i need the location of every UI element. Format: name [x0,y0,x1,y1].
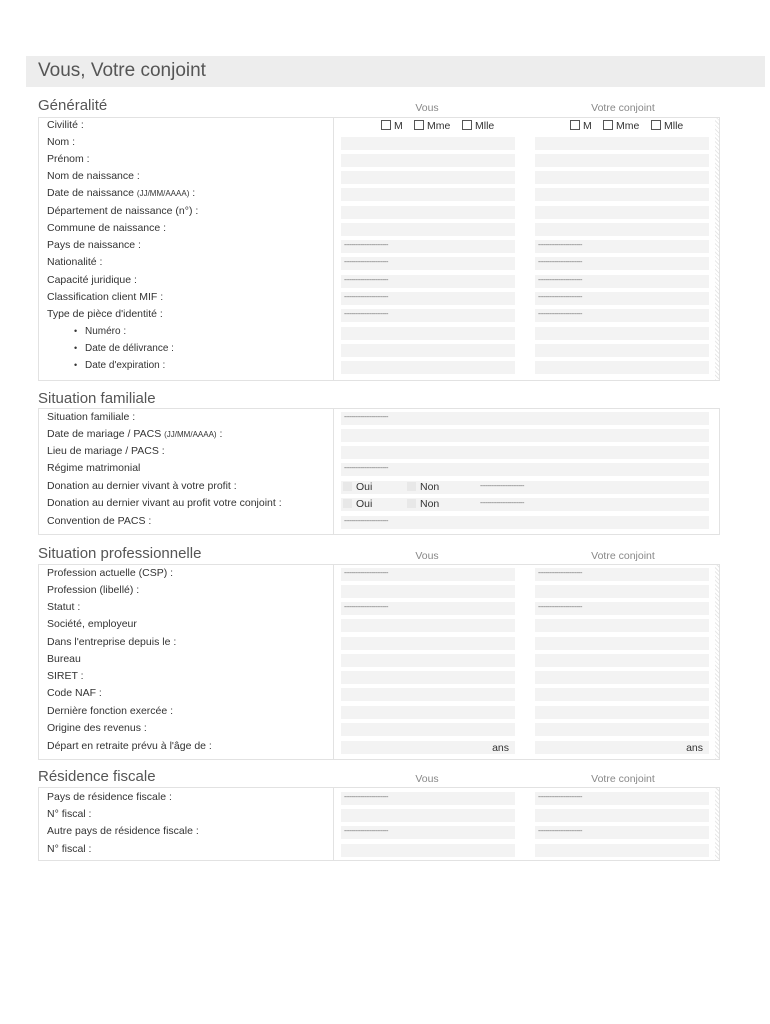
row-nfiscal2 [39,842,719,859]
row-derniere-fonction [39,704,719,721]
row-origine [39,721,719,738]
row-situation [39,410,719,427]
bureau-vous-field[interactable] [341,654,515,667]
date-naissance-vous-field[interactable] [341,188,515,201]
civilite-conjoint-mlle-checkbox[interactable] [651,120,683,132]
row-profession-csp [39,566,719,583]
civilite-conjoint-mme-checkbox[interactable] [603,120,639,132]
row-dept-naissance [39,204,719,221]
row-lieu [39,444,719,461]
civilite-conjoint-m-checkbox[interactable] [570,120,592,132]
expiration-label: • Date d'expiration : [85,360,165,371]
donation-vous-non-checkbox[interactable] [407,481,439,493]
row-naf [39,686,719,703]
row-societe [39,617,719,634]
checkbox-label: M [583,120,592,132]
select-placeholder: ------------------------ [344,294,388,301]
checkbox-label: Mlle [664,120,684,132]
autre-pays-label: Autre pays de résidence fiscale : [47,825,199,837]
autre-pays-conjoint-select[interactable] [535,826,709,839]
nom-label: Nom : [47,136,76,148]
row-autre-pays [39,824,719,841]
retraite-conjoint-field[interactable] [535,741,709,754]
row-nfiscal [39,807,719,824]
ans-suffix: ans [686,742,703,754]
capacite-conjoint-select[interactable] [535,275,709,288]
nationalite-conjoint-select[interactable] [535,257,709,270]
row-entreprise-depuis [39,635,719,652]
select-placeholder: ------------------------ [538,277,582,284]
societe-vous-field[interactable] [341,619,515,632]
label-colon: : [192,187,196,199]
row-civilite [39,118,719,135]
column-header-conjoint: Votre conjoint [591,550,655,562]
select-placeholder: ------------------------ [538,311,582,318]
checkbox-label: Mme [427,120,451,132]
commune-conjoint-field[interactable] [535,223,709,236]
siret-conjoint-field[interactable] [535,671,709,684]
entreprise-depuis-vous-field[interactable] [341,637,515,650]
nfiscal-conjoint-field[interactable] [535,809,709,822]
retraite-label: Départ en retraite prévu à l'âge de : [47,740,212,752]
regime-label: Régime matrimonial [47,462,141,474]
origine-conjoint-field[interactable] [535,723,709,736]
nationalite-vous-select[interactable] [341,257,515,270]
select-placeholder: ------------------------ [344,311,388,318]
row-date-mariage [39,427,719,444]
bureau-conjoint-field[interactable] [535,654,709,667]
select-placeholder: ------------------------ [538,794,582,801]
siret-vous-field[interactable] [341,671,515,684]
classification-label: Classification client MIF : [47,291,164,303]
row-capacite [39,273,719,290]
date-format-hint: (JJ/MM/AAAA) [136,189,190,198]
row-retraite [39,739,719,756]
select-placeholder: ------------------------ [344,828,388,835]
pays-naissance-label: Pays de naissance : [47,239,141,251]
column-header-conjoint: Votre conjoint [591,773,655,785]
civilite-label: Civilité : [47,119,84,131]
row-bureau [39,652,719,669]
nfiscal2-vous-field[interactable] [341,844,515,857]
date-format-hint: (JJ/MM/AAAA) [164,430,217,439]
row-date-naissance [39,186,719,203]
row-profession-libelle [39,583,719,600]
row-donation-vous [39,479,719,496]
donation-conjoint-oui-checkbox[interactable] [343,498,372,510]
bureau-label: Bureau [47,653,81,665]
donation-vous-select[interactable]: ------------------------ [480,483,524,490]
statut-label: Statut : [47,601,81,613]
checkbox-label: Non [420,481,440,493]
section-title-generalite: Généralité [38,97,108,114]
checkbox-label: Oui [356,498,373,510]
checkbox-label: Mlle [475,120,495,132]
dept-naissance-label: Département de naissance (n°) : [47,205,199,217]
societe-conjoint-field[interactable] [535,619,709,632]
piece-conjoint-select[interactable] [535,309,709,322]
date-naissance-text: Date de naissance [47,187,134,199]
professionnelle-box [38,564,720,760]
row-nationalite [39,255,719,272]
autre-pays-vous-select[interactable] [341,826,515,839]
column-header-vous: Vous [415,550,439,562]
row-commune [39,221,719,238]
statut-vous-select[interactable] [341,602,515,615]
lieu-label: Lieu de mariage / PACS : [47,445,165,457]
profession-csp-conjoint-select[interactable] [535,568,709,581]
dept-naissance-conjoint-field[interactable] [535,206,709,219]
delivrance-conjoint-field[interactable] [535,344,709,357]
naf-vous-field[interactable] [341,688,515,701]
row-nom-naissance [39,169,719,186]
lieu-field[interactable] [341,446,709,459]
row-siret [39,669,719,686]
donation-conjoint-select[interactable]: ------------------------ [480,500,524,507]
donation-vous-oui-checkbox[interactable] [343,481,372,493]
row-expiration [39,359,719,376]
nationalite-label: Nationalité : [47,256,103,268]
nfiscal2-conjoint-field[interactable] [535,844,709,857]
civilite-vous-mlle-checkbox[interactable] [462,120,494,132]
profession-csp-vous-select[interactable] [341,568,515,581]
profession-libelle-conjoint-field[interactable] [535,585,709,598]
row-pays-residence [39,790,719,807]
select-placeholder: ------------------------ [344,259,388,266]
retraite-vous-field[interactable] [341,741,515,754]
page-title-bar [26,56,765,87]
select-placeholder: ------------------------ [344,604,388,611]
donation-conjoint-field [341,498,709,511]
row-pays-naissance [39,238,719,255]
nom-naissance-vous-field[interactable] [341,171,515,184]
prenom-label: Prénom : [47,153,90,165]
row-numero [39,325,719,342]
nom-conjoint-field[interactable] [535,137,709,150]
checkbox-label: Non [420,498,440,510]
origine-label: Origine des revenus : [47,722,147,734]
entreprise-depuis-label: Dans l'entreprise depuis le : [47,636,177,648]
select-placeholder: ------------------------ [538,259,582,266]
select-placeholder: ------------------------ [344,794,388,801]
row-statut [39,600,719,617]
select-placeholder: ------------------------ [538,294,582,301]
familiale-box [38,408,720,535]
checkbox-label: M [394,120,403,132]
column-header-conjoint: Votre conjoint [591,102,655,114]
delivrance-vous-field[interactable] [341,344,515,357]
select-placeholder: ------------------------ [538,242,582,249]
prenom-conjoint-field[interactable] [535,154,709,167]
numero-vous-field[interactable] [341,327,515,340]
derniere-fonction-conjoint-field[interactable] [535,706,709,719]
naf-label: Code NAF : [47,687,102,699]
nom-naissance-label: Nom de naissance : [47,170,140,182]
donation-vous-field [341,481,709,494]
date-mariage-text: Date de mariage / PACS [47,428,162,440]
situation-select[interactable] [341,412,709,425]
select-placeholder: ------------------------ [344,242,388,249]
pays-naissance-vous-select[interactable] [341,240,515,253]
ans-suffix: ans [492,742,509,754]
siret-label: SIRET : [47,670,84,682]
row-classification [39,290,719,307]
capacite-vous-select[interactable] [341,275,515,288]
checkbox-label: Mme [616,120,640,132]
piece-label: Type de pièce d'identité : [47,308,163,320]
expiration-vous-field[interactable] [341,361,515,374]
profession-libelle-label: Profession (libellé) : [47,584,140,596]
derniere-fonction-vous-field[interactable] [341,706,515,719]
classification-vous-select[interactable] [341,292,515,305]
nfiscal2-label: N° fiscal : [47,843,92,855]
select-placeholder: ------------------------ [538,828,582,835]
capacite-label: Capacité juridique : [47,274,137,286]
entreprise-depuis-conjoint-field[interactable] [535,637,709,650]
pays-residence-conjoint-select[interactable] [535,792,709,805]
piece-vous-select[interactable] [341,309,515,322]
regime-select[interactable] [341,463,709,476]
select-placeholder: ------------------------ [538,570,582,577]
nfiscal-vous-field[interactable] [341,809,515,822]
row-delivrance [39,342,719,359]
date-mariage-field[interactable] [341,429,709,442]
page-title: Vous, Votre conjoint [38,60,206,81]
nom-vous-field[interactable] [341,137,515,150]
donation-vous-label: Donation au dernier vivant à votre profit : [47,480,237,492]
row-donation-conjoint [39,496,719,513]
expiration-conjoint-field[interactable] [535,361,709,374]
convention-select[interactable] [341,516,709,529]
label-colon: : [219,428,223,440]
row-prenom [39,152,719,169]
section-title-professionnelle: Situation professionnelle [38,545,202,562]
row-piece [39,307,719,324]
classification-conjoint-select[interactable] [535,292,709,305]
civilite-vous-mme-checkbox[interactable] [414,120,450,132]
societe-label: Société, employeur [47,618,137,630]
select-placeholder: ------------------------ [344,465,388,472]
select-placeholder: ------------------------ [344,414,388,421]
donation-conjoint-non-checkbox[interactable] [407,498,439,510]
profession-libelle-vous-field[interactable] [341,585,515,598]
situation-label: Situation familiale : [47,411,136,423]
fiscale-box [38,787,720,861]
dept-naissance-vous-field[interactable] [341,206,515,219]
convention-label: Convention de PACS : [47,515,152,527]
checkbox-label: Oui [356,481,373,493]
numero-conjoint-field[interactable] [535,327,709,340]
column-header-vous: Vous [415,773,439,785]
origine-vous-field[interactable] [341,723,515,736]
select-placeholder: ------------------------ [344,518,388,525]
derniere-fonction-label: Dernière fonction exercée : [47,705,174,717]
numero-label: • Numéro : [85,326,126,337]
statut-conjoint-select[interactable] [535,602,709,615]
delivrance-label: • Date de délivrance : [85,343,174,354]
row-regime [39,461,719,478]
pays-naissance-conjoint-select[interactable] [535,240,709,253]
select-placeholder: ------------------------ [344,277,388,284]
nom-naissance-conjoint-field[interactable] [535,171,709,184]
section-title-fiscale: Résidence fiscale [38,768,156,785]
donation-conjoint-label: Donation au dernier vivant au profit votre conjoint : [47,497,282,509]
row-nom [39,135,719,152]
commune-vous-field[interactable] [341,223,515,236]
commune-label: Commune de naissance : [47,222,167,234]
nfiscal-label: N° fiscal : [47,808,92,820]
pays-residence-label: Pays de résidence fiscale : [47,791,172,803]
date-naissance-conjoint-field[interactable] [535,188,709,201]
select-placeholder: ------------------------ [344,570,388,577]
pays-residence-vous-select[interactable] [341,792,515,805]
profession-csp-label: Profession actuelle (CSP) : [47,567,174,579]
select-placeholder: ------------------------ [538,604,582,611]
prenom-vous-field[interactable] [341,154,515,167]
naf-conjoint-field[interactable] [535,688,709,701]
column-header-vous: Vous [415,102,439,114]
date-naissance-label [47,187,195,199]
generalite-box [38,117,720,381]
row-convention [39,514,719,531]
section-title-familiale: Situation familiale [38,390,156,407]
date-mariage-label [47,428,222,440]
civilite-vous-m-checkbox[interactable] [381,120,403,132]
